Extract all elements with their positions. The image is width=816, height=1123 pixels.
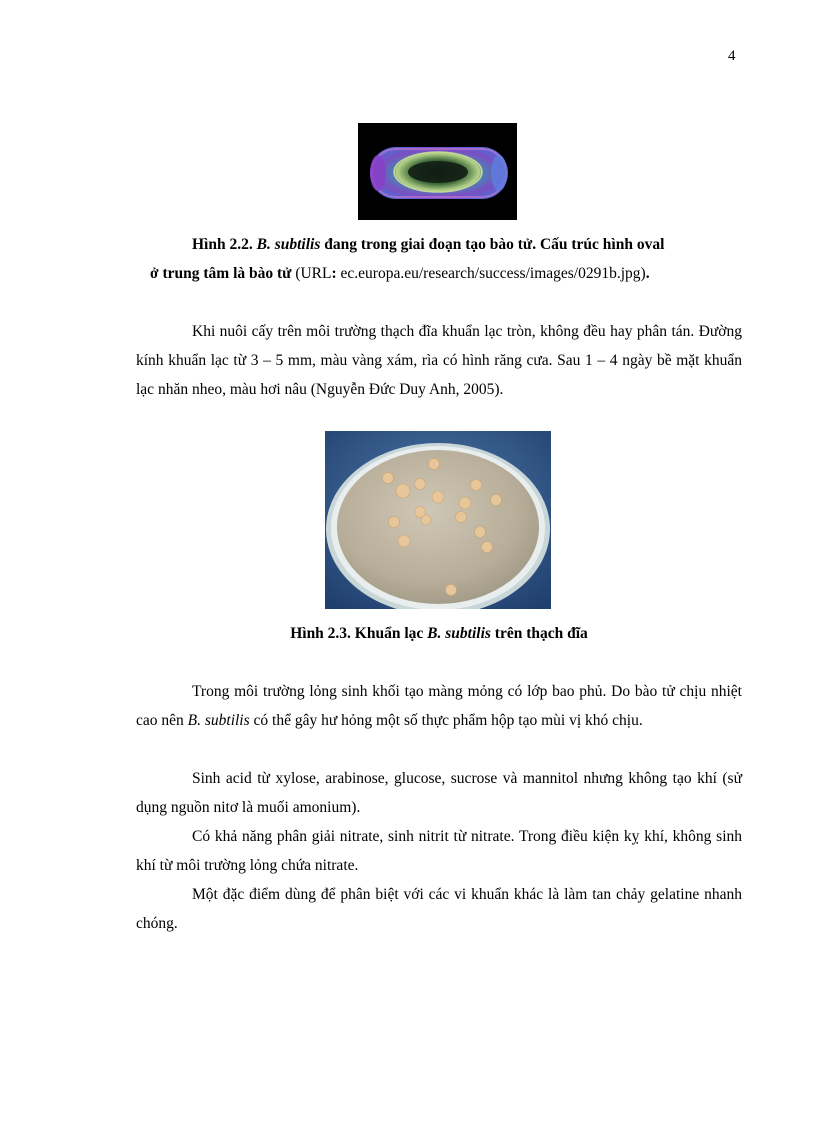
paragraph-gelatine: Một đặc điểm dùng để phân biệt với các vi khuẩn khác là làm tan chảy gelatine nhanh chóng. (136, 886, 742, 932)
paragraph-acid-production: Sinh acid từ xylose, arabinose, glucose, sucrose và mannitol nhưng không tạo khí (sử dụng nguồn nitơ là muối amonium). (136, 770, 742, 816)
caption-text-2: ở trung tâm là bào tử (150, 265, 292, 282)
caption-text-1: đang trong giai đoạn tạo bào tử. Cấu trúc hình oval (320, 236, 665, 253)
caption-label: Hình 2.2. (192, 236, 253, 253)
paragraph-colony-description: Khi nuôi cấy trên môi trường thạch đĩa khuẩn lạc tròn, không đều hay phân tán. Đường kính khuẩn lạc từ 3 – 5 mm, màu vàng xám, rìa có hình răng cưa. Sau 1 – 4 ngày bề mặt khuẩn lạc nhăn nheo, màu hơi nâu (Nguyễn Đức Duy Anh, 2005). (136, 323, 742, 398)
bacterium-spore-image (358, 123, 517, 220)
caption-species: B. subtilis (427, 625, 491, 642)
caption-url: ec.europa.eu/research/success/images/0291b.jpg) (336, 265, 646, 282)
caption-text: trên thạch đĩa (490, 625, 588, 642)
caption-end: . (645, 265, 650, 282)
caption-label: Hình 2.3. Khuẩn lạc (290, 625, 428, 642)
paragraph-part-1: Trong môi trường lỏng sinh khối tạo màng mỏng có lớp bao phủ. Do bào tử chịu nhiệt cao nên (136, 683, 742, 729)
paragraph-nitrate: Có khả năng phân giải nitrate, sinh nitrit từ nitrate. Trong điều kiện kỵ khí, không sinh khí từ môi trường lỏng chứa nitrate. (136, 828, 742, 874)
caption-colon: : (331, 265, 337, 282)
paragraph-species: B. subtilis (187, 712, 250, 729)
paragraph-liquid-medium (136, 677, 742, 735)
figure-2-3-caption (136, 619, 742, 648)
petri-dish-image (325, 431, 551, 609)
caption-url-open: (URL (291, 265, 332, 282)
caption-species: B. subtilis (256, 236, 321, 253)
page-number: 4 (728, 48, 736, 64)
paragraph-part-2: có thể gây hư hỏng một số thực phẩm hộp tạo mùi vị khó chịu. (249, 712, 643, 729)
figure-2-2-caption (136, 230, 742, 288)
